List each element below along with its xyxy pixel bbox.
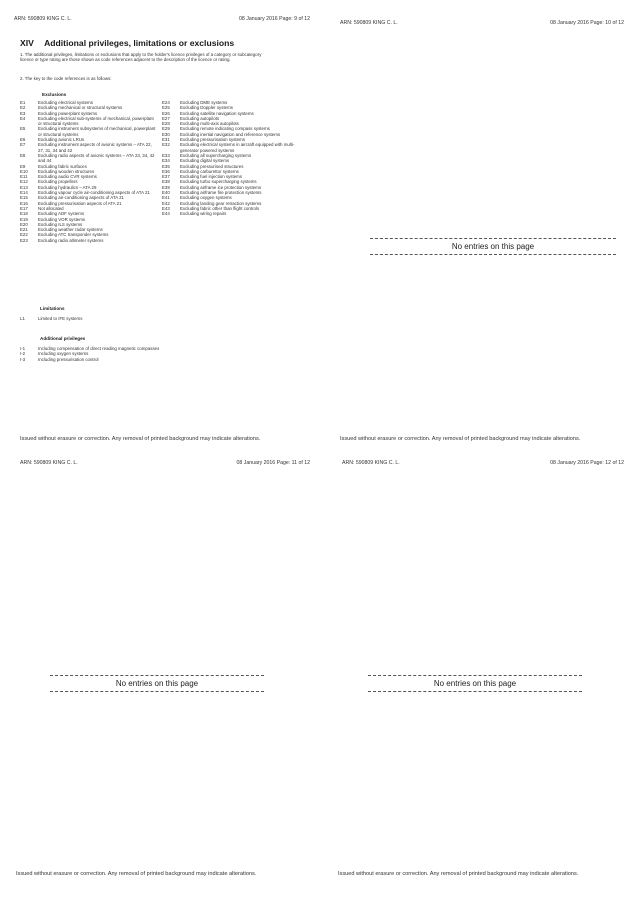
- code-description: Excluding fabric surfaces: [38, 163, 87, 169]
- header-date-page: 08 January 2016 Page: 10 of 12: [550, 20, 624, 26]
- header-arn: ARN: 590809 KING C. L.: [14, 16, 72, 22]
- code-reference: E40: [162, 190, 170, 196]
- limitation-row: [20, 316, 220, 321]
- header-arn: ARN: 590809 KING C. L.: [20, 460, 78, 466]
- page-10: [340, 20, 624, 450]
- code-reference: E18: [20, 211, 28, 217]
- code-reference: E34: [162, 158, 170, 164]
- section-number: XIV: [20, 38, 34, 48]
- code-description: Excluding avionic LRUs: [38, 137, 85, 143]
- code-description: Excluding multi-axis autopilots: [180, 121, 239, 127]
- code-description: Excluding digital systems: [180, 158, 230, 164]
- code-reference: E44: [162, 211, 170, 217]
- code-reference: E23: [20, 237, 28, 243]
- page-12: [338, 460, 624, 880]
- no-entries-block: [370, 238, 616, 255]
- code-reference: L1: [20, 316, 25, 321]
- code-description: Excluding electrical systems in aircraft equipped with multi-generator powered systems: [180, 142, 295, 153]
- code-description: Excluding autopilots: [180, 115, 220, 121]
- divider-bottom: [370, 254, 616, 255]
- no-entries-text: No entries on this page: [433, 679, 517, 688]
- code-description: Excluding propellers: [38, 179, 78, 185]
- code-reference: I-1: [20, 346, 26, 351]
- code-reference: E15: [20, 195, 28, 201]
- code-reference: E28: [162, 121, 170, 127]
- code-description: Excluding audio CVR systems: [38, 174, 97, 180]
- code-description: Excluding electrical systems: [38, 100, 93, 105]
- code-description: Excluding airframe ice protection systems: [180, 184, 262, 190]
- code-description: Excluding vapour cycle air-conditioning aspects of ATA 21: [38, 190, 150, 196]
- code-reference: E6: [20, 137, 26, 143]
- code-reference: E8: [20, 152, 26, 158]
- header-date-page: 08 January 2016 Page: 9 of 12: [239, 16, 310, 22]
- exclusion-row: [162, 142, 298, 153]
- code-description: Excluding turbo supercharging systems: [180, 179, 257, 185]
- code-reference: E19: [20, 216, 28, 222]
- code-reference: I-2: [20, 351, 26, 357]
- code-reference: E31: [162, 137, 170, 143]
- code-description: Excluding hydraulics – ATA 29: [38, 184, 97, 190]
- code-reference: E33: [162, 152, 170, 158]
- code-description: Excluding ATC transponder systems: [38, 232, 109, 238]
- additional-privileges-heading: Additional privileges: [40, 336, 86, 341]
- code-description: Excluding mechanical or structural systems: [38, 105, 123, 111]
- code-reference: E1: [20, 100, 26, 105]
- limitations-list: [20, 316, 220, 321]
- section-title: [20, 38, 234, 48]
- exclusion-row: [20, 126, 156, 137]
- code-description: Excluding pressurisation aspects of ATA 21: [38, 200, 122, 206]
- page-9: [14, 16, 310, 446]
- code-reference: E24: [162, 100, 170, 105]
- code-reference: E13: [20, 184, 28, 190]
- code-description: Excluding satellite navigation systems: [180, 110, 254, 116]
- code-description: Excluding radio altimeter systems: [38, 237, 104, 243]
- key-paragraph: 2. The key to the code references is as follows:: [20, 76, 112, 81]
- exclusion-row: [20, 153, 156, 164]
- code-reference: E3: [20, 110, 26, 116]
- code-description: Excluding oxygen systems: [180, 195, 232, 201]
- page-footer: Issued without erasure or correction. Any removal of printed background may indicate alterations.: [20, 436, 261, 442]
- code-reference: E2: [20, 105, 26, 111]
- code-description: Excluding Doppler systems: [180, 105, 233, 111]
- code-reference: E7: [20, 142, 26, 148]
- code-reference: E39: [162, 184, 170, 190]
- code-reference: E37: [162, 174, 170, 180]
- code-reference: E21: [20, 227, 28, 233]
- code-reference: E16: [20, 200, 28, 206]
- code-reference: E11: [20, 174, 28, 180]
- header-arn: ARN: 590809 KING C. L.: [342, 460, 400, 466]
- section-title-text: Additional privileges, limitations or exclusions: [44, 38, 235, 48]
- code-reference: E30: [162, 131, 170, 137]
- code-description: Limited to IFE systems: [38, 316, 83, 321]
- exclusion-row: [20, 116, 156, 127]
- no-entries-text: No entries on this page: [115, 679, 199, 688]
- header-date-page: 08 January 2016 Page: 11 of 12: [236, 460, 310, 466]
- code-reference: E35: [162, 163, 170, 169]
- code-reference: E12: [20, 179, 28, 185]
- code-description: Excluding VOR systems: [38, 216, 86, 222]
- code-reference: E22: [20, 232, 28, 238]
- code-description: Excluding fabric other than flight controls: [180, 205, 260, 211]
- additional-privileges-list: [20, 346, 260, 362]
- exclusion-row: [20, 238, 156, 243]
- code-reference: E42: [162, 200, 170, 206]
- page-footer: Issued without erasure or correction. Any removal of printed background may indicate alterations.: [338, 871, 579, 877]
- page-footer: Issued without erasure or correction. Any removal of printed background may indicate alterations.: [16, 871, 257, 877]
- code-reference: E43: [162, 205, 170, 211]
- code-description: Excluding landing gear retraction systems: [180, 200, 262, 206]
- no-entries-block: [50, 675, 264, 692]
- code-description: Excluding instrument subsystems of mechanical, powerplant or structural systems: [38, 126, 156, 137]
- code-description: Excluding air-conditioning aspects of ATA 21: [38, 195, 124, 201]
- code-reference: E4: [20, 115, 26, 121]
- code-reference: E14: [20, 190, 28, 196]
- code-reference: E20: [20, 221, 28, 227]
- code-description: Including oxygen systems: [38, 351, 89, 357]
- code-reference: E5: [20, 126, 26, 132]
- code-reference: E17: [20, 205, 28, 211]
- header-arn: ARN: 590809 KING C. L.: [340, 20, 398, 26]
- code-reference: E38: [162, 179, 170, 185]
- code-description: Excluding pressurisation systems: [180, 137, 245, 143]
- code-description: Excluding pressurised structures: [180, 163, 244, 169]
- code-description: Excluding ILS systems: [38, 221, 83, 227]
- code-reference: E32: [162, 142, 170, 148]
- divider-bottom: [50, 691, 264, 692]
- code-reference: E26: [162, 110, 170, 116]
- code-description: Excluding airframe fire protection systems: [180, 190, 262, 196]
- exclusion-row: [20, 142, 156, 153]
- exclusions-right-column: [162, 100, 298, 217]
- code-description: Excluding carburettor systems: [180, 168, 239, 174]
- code-description: Excluding powerplant systems: [38, 110, 98, 116]
- code-description: Excluding radio aspects of avionic systems – ATA 23, 34, 42 and 44: [38, 152, 155, 164]
- code-reference: E9: [20, 163, 26, 169]
- page-footer: Issued without erasure or correction. Any removal of printed background may indicate alterations.: [340, 436, 581, 442]
- code-reference: E41: [162, 195, 170, 201]
- code-description: Excluding weather radar systems: [38, 227, 103, 233]
- intro-paragraph: 1. The additional privileges, limitations or exclusions that apply to the holder's licence privileges of a category or subcategory licence or type rating are those shown as code references adjacent to the description of the licence or rating.: [20, 52, 262, 63]
- code-description: Excluding electrical sub-systems of mechanical, powerplant or structural systems: [38, 115, 154, 127]
- code-description: Excluding fuel injection systems: [180, 174, 242, 180]
- limitations-heading: Limitations: [40, 306, 65, 311]
- code-reference: E29: [162, 126, 170, 132]
- code-reference: E36: [162, 168, 170, 174]
- code-reference: I-3: [20, 356, 26, 362]
- code-description: Including pressurisation control: [38, 356, 99, 362]
- divider-bottom: [368, 691, 582, 692]
- no-entries-block: [368, 675, 582, 692]
- code-reference: E10: [20, 168, 28, 174]
- page-11: [16, 460, 310, 880]
- code-description: Excluding remote indicating compass systems: [180, 126, 270, 132]
- exclusion-row: [162, 211, 298, 216]
- code-description: Not allocated: [38, 205, 64, 211]
- additional-privilege-row: [20, 357, 260, 362]
- exclusions-left-column: [20, 100, 156, 243]
- code-description: Excluding all supercharging systems: [180, 152, 252, 158]
- code-description: Excluding ADF systems: [38, 211, 85, 217]
- code-description: Excluding wooden structures: [38, 168, 95, 174]
- code-reference: E25: [162, 105, 170, 111]
- code-description: Excluding instrument aspects of avionic systems – ATA 22, 27, 31, 34 and 42: [38, 142, 152, 153]
- code-reference: E27: [162, 115, 170, 121]
- code-description: Excluding DME systems: [180, 100, 228, 105]
- no-entries-text: No entries on this page: [451, 242, 535, 251]
- header-date-page: 08 January 2016 Page: 12 of 12: [550, 460, 624, 466]
- code-description: Excluding wiring repairs: [180, 211, 227, 217]
- exclusions-heading: Exclusions: [42, 92, 67, 97]
- code-description: Excluding inertial navigation and reference systems: [180, 131, 281, 137]
- code-description: Including compensation of direct reading magnetic compasses: [38, 346, 160, 351]
